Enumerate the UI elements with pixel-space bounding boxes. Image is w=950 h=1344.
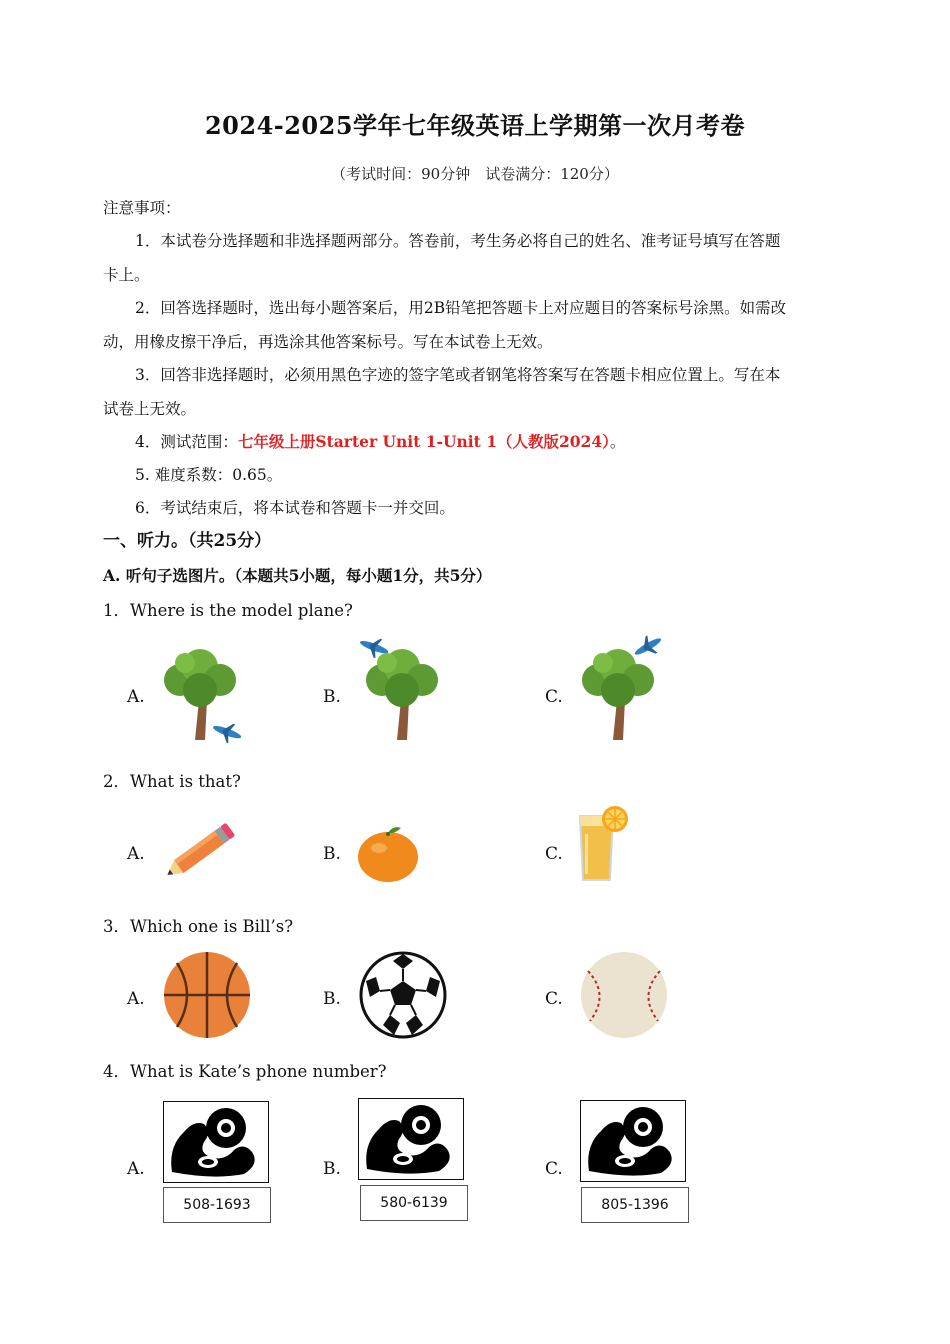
question-1: 1．Where is the model plane? (103, 601, 353, 620)
q4-option-b-phone (358, 1098, 464, 1180)
part-a-heading: A. 听句子选图片。（本题共5小题，每小题1分，共5分） (103, 566, 492, 585)
q4-option-b-label: B. (323, 1159, 341, 1179)
orange-icon (355, 822, 421, 884)
juice-icon (575, 804, 633, 884)
q2-option-b-label: B. (323, 844, 341, 864)
exam-subtitle: （考试时间：90分钟 试卷满分：120分） (331, 165, 619, 183)
notice-item-4 (135, 432, 625, 452)
q3-option-b-label: B. (323, 989, 341, 1009)
tree-plane-below-icon (155, 645, 250, 745)
notice-item-3-line-1: 3．回答非选择题时，必须用黑色字迹的签字笔或者钢笔将答案写在答题卡相应位置上。写在本 (135, 366, 781, 384)
notice-item-3-line-2: 试卷上无效。 (103, 400, 197, 418)
tree-plane-above-right-icon (577, 632, 672, 744)
q4-option-a-label: A. (127, 1159, 145, 1179)
question-3: 3．Which one is Bill’s? (103, 917, 294, 936)
q3-option-a-label: A. (127, 989, 145, 1009)
q1-option-b-label: B. (323, 687, 341, 707)
notice-item-4-suffix: 。 (609, 433, 626, 451)
q1-option-c-label: C. (545, 687, 563, 707)
telephone-icon (581, 1101, 685, 1181)
section-1-heading: 一、听力。（共25分） (103, 531, 272, 551)
notice-item-2-line-1: 2．回答选择题时，选出每小题答案后，用2B铅笔把答题卡上对应题目的答案标号涂黑。如需改 (135, 299, 787, 317)
notice-item-6: 6．考试结束后，将本试卷和答题卡一并交回。 (135, 499, 455, 517)
notice-heading: 注意事项： (103, 199, 181, 217)
q1-option-a-label: A. (127, 687, 145, 707)
basketball-icon (162, 951, 252, 1039)
question-4: 4．What is Kate’s phone number? (103, 1062, 387, 1081)
notice-item-1-line-2: 卡上。 (103, 266, 150, 284)
q4-option-b-number: 580-6139 (360, 1185, 468, 1221)
notice-item-2-line-2: 动，用橡皮擦干净后，再选涂其他答案标号。写在本试卷上无效。 (103, 333, 553, 351)
soccer-ball-icon (358, 951, 448, 1039)
test-range: 七年级上册Starter Unit 1-Unit 1（人教版2024） (237, 432, 610, 451)
tree-plane-above-left-icon (355, 632, 450, 744)
telephone-icon (359, 1099, 463, 1179)
q4-option-c-label: C. (545, 1159, 563, 1179)
telephone-icon (164, 1102, 268, 1182)
pencil-icon (160, 820, 238, 884)
notice-item-1-line-1: 1．本试卷分选择题和非选择题两部分。答卷前，考生务必将自己的姓名、准考证号填写在答题 (135, 232, 781, 250)
q2-option-a-label: A. (127, 844, 145, 864)
question-2: 2．What is that? (103, 772, 241, 791)
q4-option-c-number: 805-1396 (581, 1187, 689, 1223)
exam-title: 2024-2025学年七年级英语上学期第一次月考卷 (204, 111, 746, 140)
q4-option-a-number: 508-1693 (163, 1187, 271, 1223)
baseball-icon (580, 951, 668, 1039)
q2-option-c-label: C. (545, 844, 563, 864)
q4-option-a-phone (163, 1101, 269, 1183)
q3-option-c-label: C. (545, 989, 563, 1009)
notice-item-4-prefix: 4．测试范围： (135, 433, 238, 451)
notice-item-5: 5. 难度系数：0.65。 (135, 466, 283, 484)
q4-option-c-phone (580, 1100, 686, 1182)
